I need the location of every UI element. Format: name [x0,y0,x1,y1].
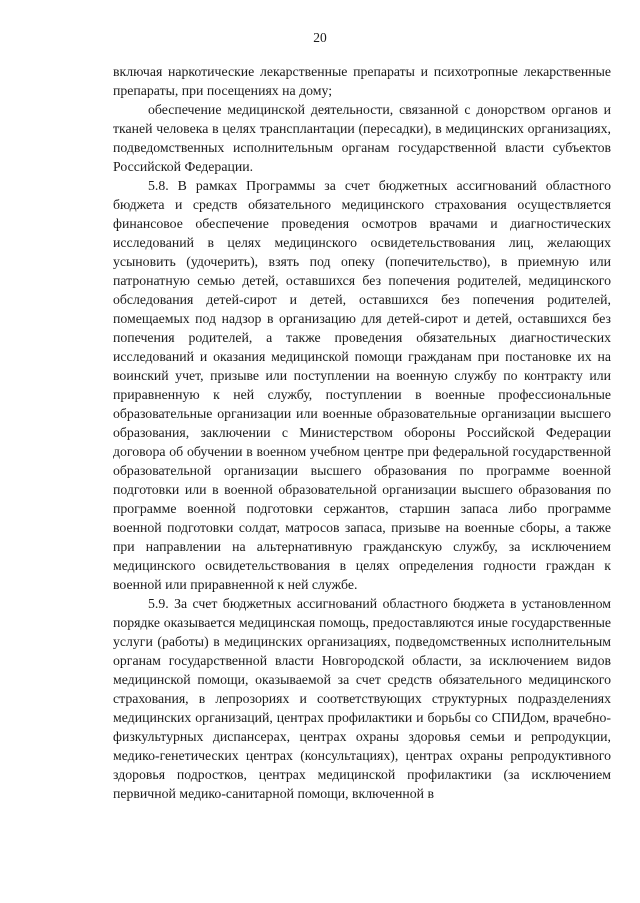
paragraph-5-8: 5.8. В рамках Программы за счет бюджетных ассигнований областного бюджета и средств обязательного медицинского страхования осуществляется финансовое обеспечение проведения осмотров врачами и диагностических исследований в целях медицинского освидетельствования лиц, желающих усыновить (удочерить), взять под опеку (попечительство), в приемную или патронатную семью детей, оставшихся без попечения родителей, медицинского обследования детей-сирот и детей, оставшихся без попечения родителей, помещаемых под надзор в организацию для детей-сирот и детей, оставшихся без попечения родителей, а также проведения обязательных диагностических исследований и оказания медицинской помощи гражданам при постановке их на воинский учет, призыве или поступлении на военную службу по контракту или приравненную к ней службу, поступлении в военные профессиональные образовательные организации или военные образовательные организации высшего образования, заключении с Министерством обороны Российской Федерации договора об обучении в военном учебном центре при федеральной государственной образовательной организации высшего образования по программе военной подготовки или в военной образовательной организации высшего образования по программе военной подготовки сержантов, старшин запаса либо программе военной подготовки солдат, матросов запаса, призыве на военные сборы, а также при направлении на альтернативную гражданскую службу, за исключением медицинского освидетельствования в целях определения годности граждан к военной или приравненной к ней службе. [113,178,611,592]
paragraph-5-9: 5.9. За счет бюджетных ассигнований областного бюджета в установленном порядке оказывается медицинская помощь, предоставляются иные государственные услуги (работы) в медицинских организациях, подведомственных исполнительным органам государственной власти Новгородской области, за исключением видов медицинской помощи, оказываемой за счет средств обязательного медицинского страхования, в лепрозориях и соответствующих структурных подразделениях медицинских организаций, центрах профилактики и борьбы со СПИДом, врачебно-физкультурных диспансерах, центрах охраны здоровья семьи и репродукции, медико-генетических центрах (консультациях), центрах охраны репродуктивного здоровья подростков, центрах медицинской профилактики (за исключением первичной медико-санитарной помощи, включенной в [113,596,611,801]
paragraph-continuation: включая наркотические лекарственные препараты и психотропные лекарственные препараты, при посещениях на дому; [113,64,611,98]
page-number: 20 [313,30,327,45]
document-body [113,62,611,803]
paragraph-donorship: обеспечение медицинской деятельности, связанной с донорством органов и тканей человека в целях трансплантации (пересадки), в медицинских организациях, подведомственных исполнительным органам государственной власти субъектов Российской Федерации. [113,102,611,174]
